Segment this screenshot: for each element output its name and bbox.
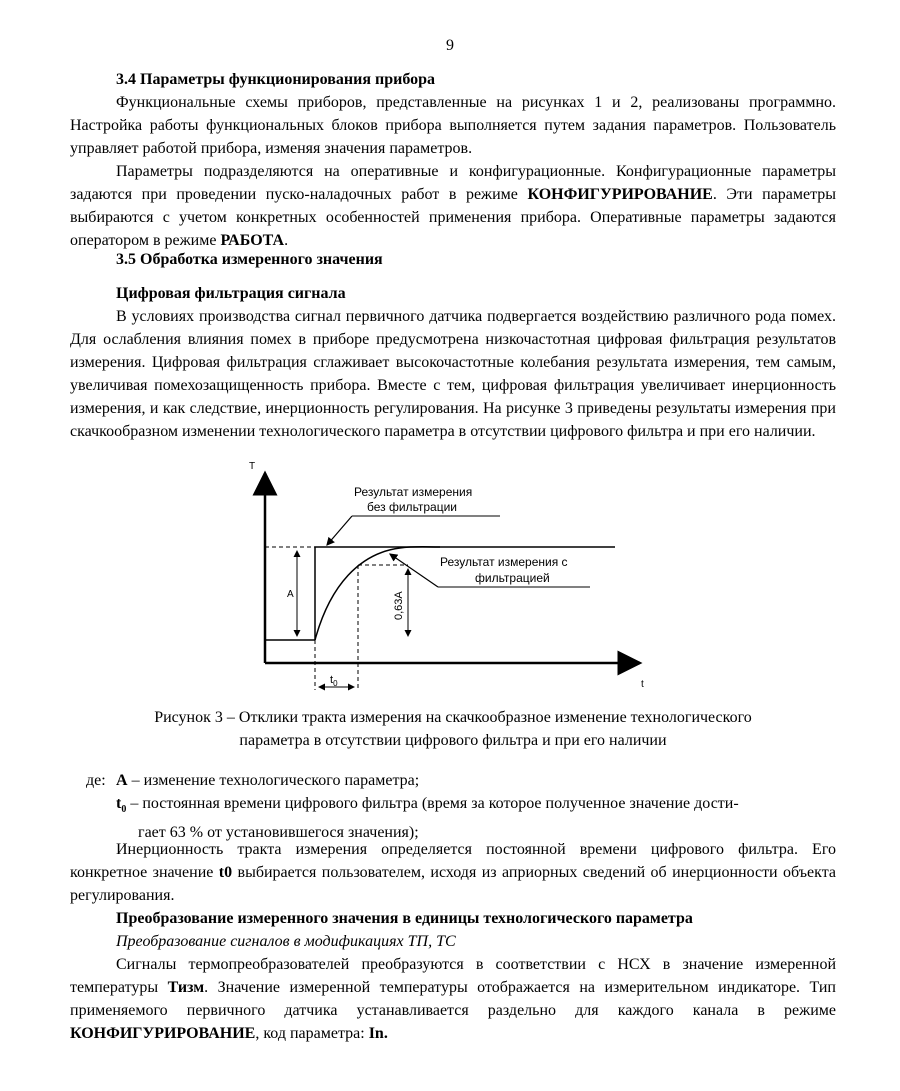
subsection-heading: Преобразование измеренного значения в единицы технологического параметра xyxy=(116,910,693,927)
closing-section xyxy=(70,838,836,1045)
paragraph: В условиях производства сигнал первичного датчика подвергается воздействию различного рода помех. Для ослабления влияния помех в приборе предусмотрена низкочастотная цифровая фильтрация результатов измерения. Цифровая фильтрация сглаживает высокочастотные колебания результата измерения, тем самым, увеличивая помехозащищенность прибора. Вместе с тем, цифровая фильтрация увеличивает инерционность измерения, и как следствие, инерционность регулирования. На рисунке 3 приведены результаты измерения при скачкообразном изменении технологического параметра в отсутствии цифрового фильтра и при его наличии. xyxy=(70,308,836,440)
label-filtered-line2: фильтрацией xyxy=(475,571,550,585)
y-axis-label: T xyxy=(249,461,256,472)
section-3-5 xyxy=(70,248,836,443)
paragraph: Параметры подразделяются на оперативные и конфигурационные. Конфигурационные параметры задаются при проведении пуско-наладочных работ в режиме КОНФИГУРИРОВАНИЕ. Эти параметры выбираются с учетом конкретных особенностей применения прибора. Оперативные параметры задаются оператором в режиме РАБОТА. xyxy=(70,163,837,249)
italic-subheading: Преобразование сигналов в модификациях ТП, ТС xyxy=(116,933,456,950)
subsection-heading: Цифровая фильтрация сигнала xyxy=(116,285,346,302)
legend-t0: $t_0$ – постоянная времени цифрового фильтра (время за которое полученное значение дости- гает 63 % от установившегося значения); xyxy=(116,795,739,842)
section-heading: 3.5 Обработка измеренного значения xyxy=(116,251,383,268)
step-response-figure xyxy=(230,455,670,695)
label-unfiltered-line1: Результат измерения xyxy=(354,485,473,499)
label-unfiltered-line2: без фильтрации xyxy=(367,500,457,514)
level-063a-label: 0,63A xyxy=(393,591,405,620)
filtered-response xyxy=(315,547,440,640)
page-number: 9 xyxy=(446,37,454,54)
paragraph: Инерционность тракта измерения определяется постоянной времени цифрового фильтра. Его конкретное значение t0 выбирается пользователем, исходя из априорных сведений об инерционности объекта регулирования. xyxy=(70,841,837,904)
x-axis-label: t xyxy=(641,679,644,690)
paragraph: Сигналы термопреобразователей преобразуются в соответствии с НСХ в значение измеренной температуры Тизм. Значение измеренной температуры отображается на измерительном индикаторе. Тип применяемого первичного датчика устанавливается раздельно для каждого канала в режиме КОНФИГУРИРОВАНИЕ, код параметра: In. xyxy=(70,956,836,1042)
label-filtered-line1: Результат измерения с xyxy=(440,555,568,569)
section-heading: 3.4 Параметры функционирования прибора xyxy=(116,71,436,88)
figure-caption: Рисунок 3 – Отклики тракта измерения на скачкообразное изменение технологического параметра в отсутствии цифрового фильтра и при его наличии xyxy=(154,709,752,749)
t0-label: $t_0$ xyxy=(330,674,338,688)
paragraph: Функциональные схемы приборов, представленные на рисунках 1 и 2, реализованы программно. Настройка работы функциональных блоков прибора выполняется путем задания параметров. Пользователь управляет работой прибора, изменяя значения параметров. xyxy=(70,94,836,157)
section-3-4 xyxy=(70,68,836,252)
amplitude-label: A xyxy=(287,589,294,600)
